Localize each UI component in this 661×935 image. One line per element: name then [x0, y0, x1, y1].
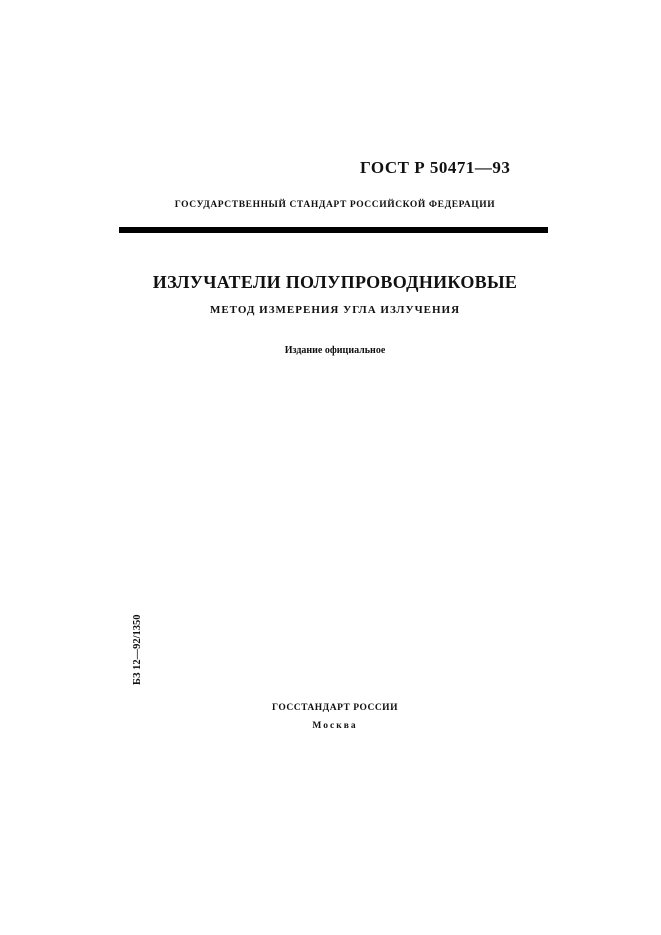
standard-type-heading: ГОСУДАРСТВЕННЫЙ СТАНДАРТ РОССИЙСКОЙ ФЕДЕРАЦИИ: [174, 200, 496, 210]
document-title: ИЗЛУЧАТЕЛИ ПОЛУПРОВОДНИКОВЫЕ: [152, 272, 518, 292]
horizontal-rule: [119, 227, 548, 233]
edition-note: Издание официальное: [284, 345, 386, 356]
document-subtitle: МЕТОД ИЗМЕРЕНИЯ УГЛА ИЗЛУЧЕНИЯ: [209, 304, 461, 316]
city: Москва: [312, 721, 358, 731]
publisher: ГОССТАНДАРТ РОССИИ: [272, 703, 398, 713]
side-code: БЗ 12—92/1350: [132, 614, 143, 685]
document-number: ГОСТ Р 50471—93: [360, 158, 511, 177]
